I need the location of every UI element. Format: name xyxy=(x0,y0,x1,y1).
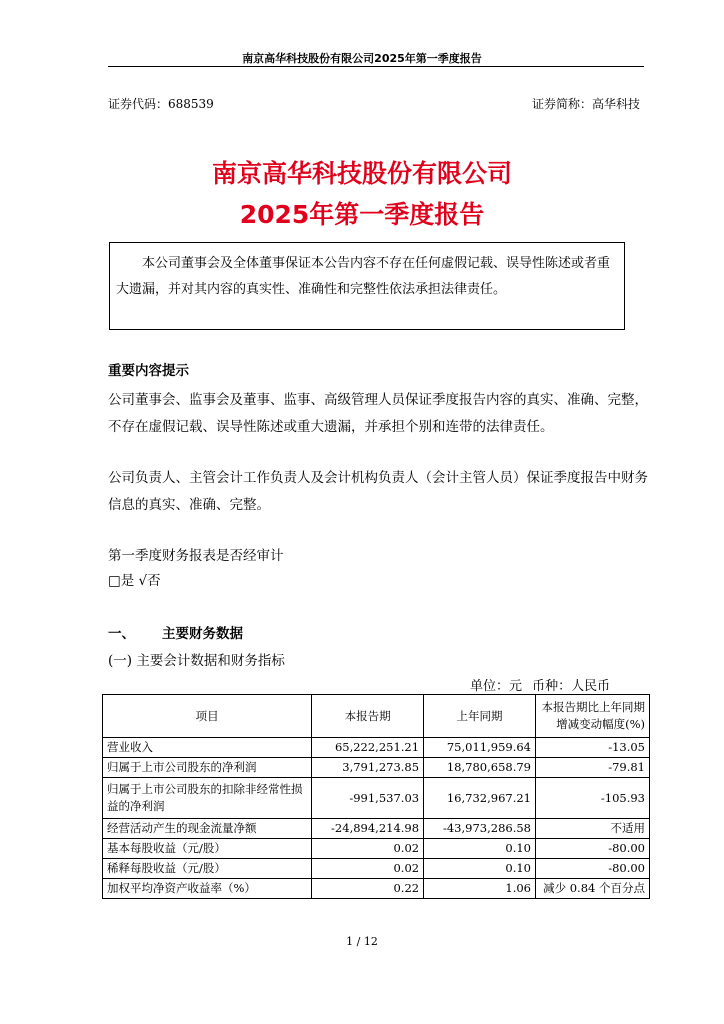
row-label: 加权平均净资产收益率（%） xyxy=(103,879,312,899)
unit-label: 单位：元 币种：人民币 xyxy=(470,679,611,694)
col-header-item: 项目 xyxy=(103,695,312,738)
row-label: 归属于上市公司股东的净利润 xyxy=(103,758,312,778)
report-title: 2025年第一季度报告 xyxy=(239,200,485,229)
row-current: 0.02 xyxy=(312,859,424,879)
subsection-title: (一) 主要会计数据和财务指标 xyxy=(108,653,285,669)
row-current: 3,791,273.85 xyxy=(312,758,424,778)
row-change: -79.81 xyxy=(536,758,650,778)
important-heading: 重要内容提示 xyxy=(108,363,189,379)
row-prior: -43,973,286.58 xyxy=(424,819,536,839)
row-change: 减少 0.84 个百分点 xyxy=(536,879,650,899)
table-row xyxy=(103,738,650,758)
col-header-current: 本报告期 xyxy=(312,695,424,738)
stock-short-name: 证券简称：高华科技 xyxy=(531,97,640,111)
row-prior: 0.10 xyxy=(424,859,536,879)
row-prior: 0.10 xyxy=(424,839,536,859)
row-current: 0.22 xyxy=(312,879,424,899)
header-divider xyxy=(108,66,644,67)
col-header-change: 本报告期比上年同期增减变动幅度(%) xyxy=(536,695,650,738)
stock-code: 证券代码：688539 xyxy=(108,97,214,111)
row-change: 不适用 xyxy=(536,819,650,839)
row-prior: 1.06 xyxy=(424,879,536,899)
table-row xyxy=(103,879,650,899)
table-row xyxy=(103,839,650,859)
page-number: 1 / 12 xyxy=(346,935,378,948)
row-prior: 75,011,959.64 xyxy=(424,738,536,758)
row-label: 经营活动产生的现金流量净额 xyxy=(103,819,312,839)
row-label: 基本每股收益（元/股） xyxy=(103,839,312,859)
row-change: -80.00 xyxy=(536,859,650,879)
table-row xyxy=(103,778,650,819)
col-header-prior: 上年同期 xyxy=(424,695,536,738)
table-row xyxy=(103,758,650,778)
board-notice-box: 本公司董事会及全体董事保证本公告内容不存在任何虚假记载、误导性陈述或者重大遗漏，并对其内容的真实性、准确性和完整性依法承担法律责任。 xyxy=(109,242,625,330)
important-paragraph-2: 公司负责人、主管会计工作负责人及会计机构负责人（会计主管人员）保证季度报告中财务信息的真实、准确、完整。 xyxy=(108,470,648,513)
audit-question: 第一季度财务报表是否经审计 xyxy=(108,548,284,564)
row-change: -80.00 xyxy=(536,839,650,859)
section-number: 一、 xyxy=(108,626,135,642)
row-label: 归属于上市公司股东的扣除非经常性损益的净利润 xyxy=(103,778,312,819)
row-prior: 18,780,658.79 xyxy=(424,758,536,778)
row-current: 65,222,251.21 xyxy=(312,738,424,758)
company-title: 南京高华科技股份有限公司 xyxy=(211,159,512,188)
row-label: 稀释每股收益（元/股） xyxy=(103,859,312,879)
important-paragraph-1: 公司董事会、监事会及董事、监事、高级管理人员保证季度报告内容的真实、准确、完整，不存在虚假记载、误导性陈述或重大遗漏，并承担个别和连带的法律责任。 xyxy=(108,392,648,435)
table-row xyxy=(103,819,650,839)
table-row xyxy=(103,859,650,879)
audit-answer: □是 √否 xyxy=(108,573,161,589)
row-label: 营业收入 xyxy=(103,738,312,758)
row-change: -105.93 xyxy=(536,778,650,819)
table-header-row xyxy=(103,695,650,738)
row-current: -991,537.03 xyxy=(312,778,424,819)
financial-table xyxy=(102,694,650,899)
row-current: 0.02 xyxy=(312,839,424,859)
row-current: -24,894,214.98 xyxy=(312,819,424,839)
section-title: 主要财务数据 xyxy=(162,626,243,642)
row-prior: 16,732,967.21 xyxy=(424,778,536,819)
running-header: 南京高华科技股份有限公司2025年第一季度报告 xyxy=(242,52,482,65)
row-change: -13.05 xyxy=(536,738,650,758)
